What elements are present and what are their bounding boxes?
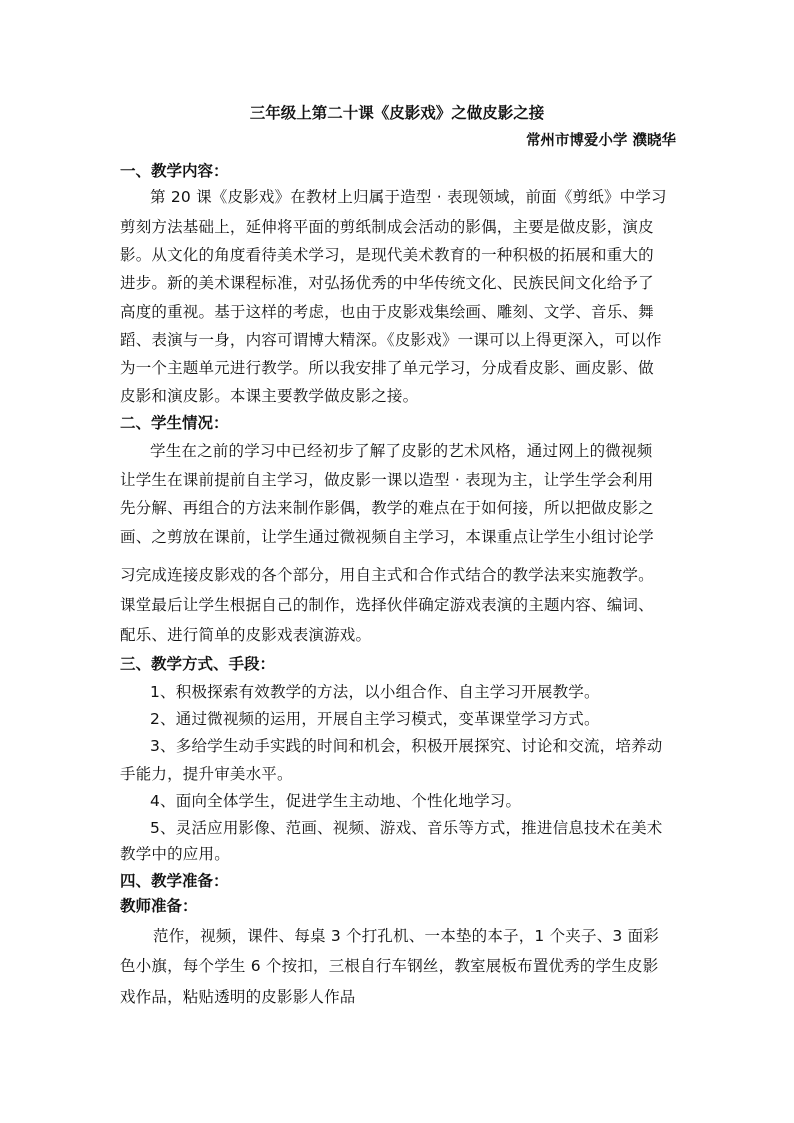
section1-heading: 一、教学内容： — [120, 162, 229, 180]
paragraph-line: 为一个主题单元进行教学。所以我安排了单元学习，分成看皮影、画皮影、做 — [120, 359, 654, 377]
section3-heading: 三、教学方式、手段： — [120, 655, 276, 673]
paragraph-line: 先分解、再组合的方法来制作影偶，教学的难点在于如何接，所以把做皮影之 — [120, 499, 654, 517]
paragraph-line: 蹈、表演与一身，内容可谓博大精深。《皮影戏》一课可以上得更深入，可以作 — [120, 331, 662, 349]
author-line: 常州市博爱小学 濮晓华 — [525, 133, 676, 149]
section2-heading: 二、学生情况： — [120, 414, 229, 432]
paragraph-line: 第 20 课《皮影戏》在教材上归属于造型 · 表现领域，前面《剪纸》中学习 — [150, 188, 667, 206]
section4-heading: 四、教学准备： — [120, 872, 229, 890]
paragraph-line: 剪刻方法基础上，延伸将平面的剪纸制成会活动的影偶，主要是做皮影，演皮 — [120, 218, 654, 236]
paragraph-line: 范作，视频，课件、每桌 3 个打孔机、一本垫的本子，1 个夹子、3 面彩 — [153, 927, 659, 945]
paragraph-line: 进步。新的美术课程标准，对弘扬优秀的中华传统文化、民族民间文化给予了 — [120, 274, 654, 292]
teacher-prep-subheading: 教师准备： — [120, 897, 198, 915]
paragraph-line: 让学生在课前提前自主学习，做皮影一课以造型 · 表现为主，让学生学会利用 — [120, 471, 654, 489]
paragraph-line: 配乐、进行简单的皮影戏表演游戏。 — [120, 626, 372, 644]
list-item-continuation: 手能力，提升审美水平。 — [120, 765, 293, 783]
paragraph-line: 高度的重视。基于这样的考虑，也由于皮影戏集绘画、雕刻、文学、音乐、舞 — [120, 303, 654, 321]
paragraph-line: 学生在之前的学习中已经初步了解了皮影的艺术风格，通过网上的微视频 — [150, 442, 653, 460]
list-item: 4、面向全体学生，促进学生主动地、个性化地学习。 — [150, 792, 522, 810]
list-item: 3、多给学生动手实践的时间和机会，积极开展探究、讨论和交流，培养动 — [150, 737, 663, 755]
paragraph-line: 习完成连接皮影戏的各个部分，用自主式和合作式结合的教学法来实施教学。 — [120, 566, 654, 584]
list-item: 1、积极探索有效教学的方法，以小组合作、自主学习开展教学。 — [150, 683, 600, 701]
paragraph-line: 影。从文化的角度看待美术学习，是现代美术教育的一种积极的拓展和重大的 — [120, 246, 654, 264]
list-item: 2、通过微视频的运用，开展自主学习模式，变革课堂学习方式。 — [150, 710, 600, 728]
list-item: 5、灵活应用影像、范画、视频、游戏、音乐等方式，推进信息技术在美术 — [150, 819, 663, 837]
list-item-continuation: 教学中的应用。 — [120, 845, 230, 863]
paragraph-line: 色小旗，每个学生 6 个按扣，三根自行车钢丝，教室展板布置优秀的学生皮影 — [120, 957, 659, 975]
paragraph-line: 皮影和演皮影。本课主要教学做皮影之接。 — [120, 387, 419, 405]
paragraph-line: 画、之剪放在课前，让学生通过微视频自主学习，本课重点让学生小组讨论学 — [120, 528, 654, 546]
document-title: 三年级上第二十课《皮影戏》之做皮影之接 — [249, 103, 545, 122]
paragraph-line: 课堂最后让学生根据自己的制作，选择伙伴确定游戏表演的主题内容、编词、 — [120, 596, 654, 614]
paragraph-line: 戏作品，粘贴透明的皮影影人作品 — [120, 988, 356, 1006]
